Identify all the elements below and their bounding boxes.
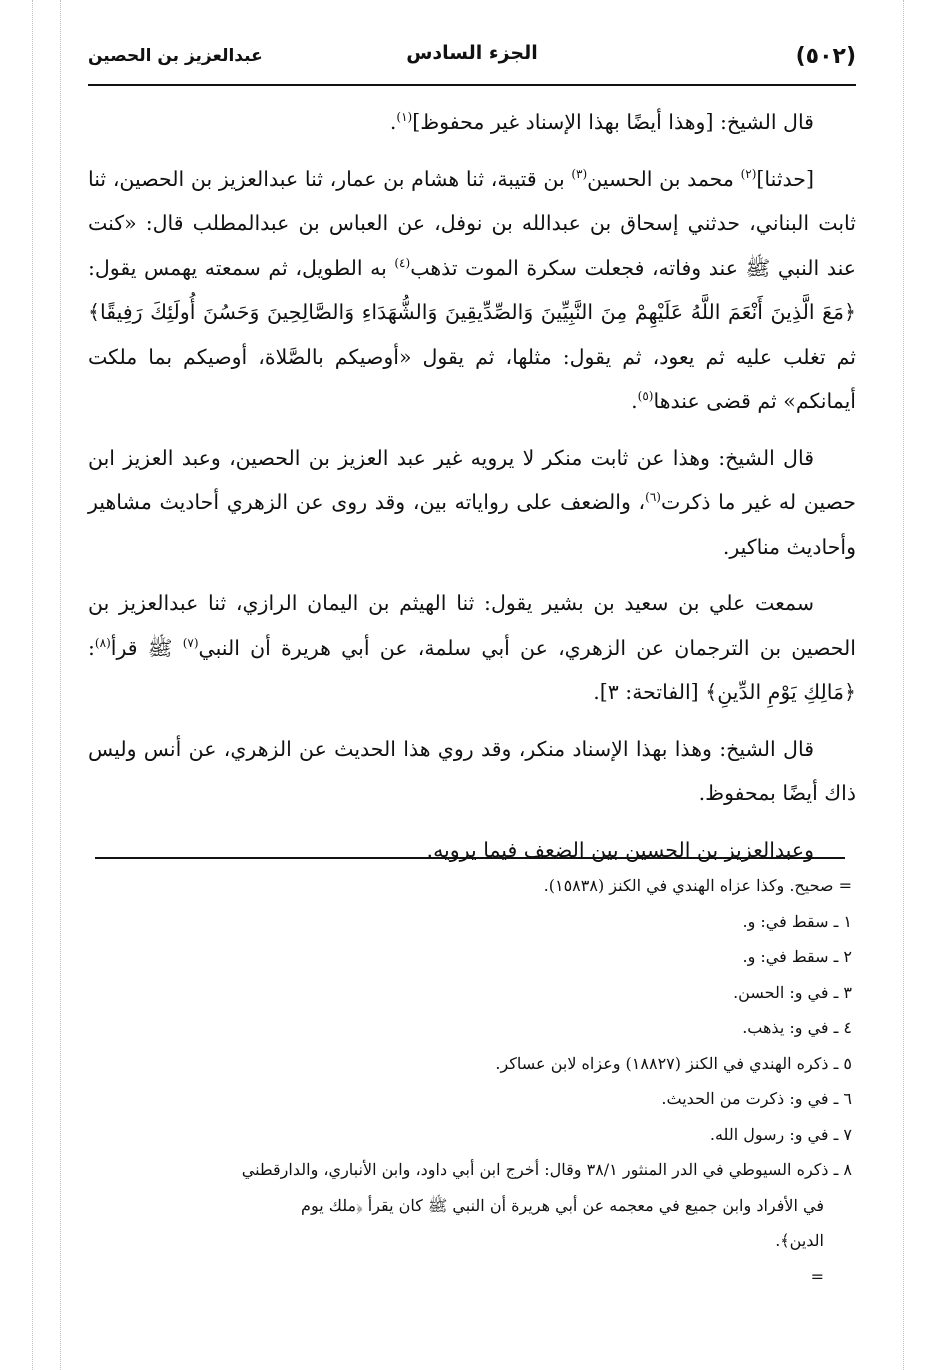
- footnote-continuation: = صحيح. وكذا عزاه الهندي في الكنز (١٥٨٣٨).: [543, 876, 852, 895]
- header-rule: [88, 84, 856, 86]
- paragraph-1: قال الشيخ: [وهذا أيضًا بهذا الإسناد غير محفوظ]$^{(١)}$.: [389, 110, 814, 134]
- paragraph-3: قال الشيخ: وهذا عن ثابت منكر لا يرويه غير عبد العزيز بن الحصين، وعبد العزيز ابن حصين له غير ما ذكرت$^{(٦)}$، والضعف على رواياته بين، وقد روى عن الزهري أحاديث مشاهير وأحاديث مناكير.: [88, 445, 856, 559]
- footnote-2: ٢ ـ سقط في: و.: [742, 947, 852, 966]
- footnote-rule: [95, 857, 845, 859]
- footnote-5: ٥ ـ ذكره الهندي في الكنز (١٨٨٢٧) وعزاه لابن عساكر.: [495, 1053, 852, 1073]
- main-text: [88, 100, 856, 872]
- footnote-3: ٣ ـ في و: الحسن.: [733, 982, 852, 1002]
- footnote-continues-mark: =: [810, 1266, 824, 1286]
- footnote-ref-4: (٤): [394, 255, 411, 270]
- footnote-ref-8: (٨): [94, 635, 111, 650]
- running-title: عبدالعزيز بن الحصين: [88, 46, 263, 66]
- scan-dotted-guide: [903, 0, 904, 1370]
- footnote-1: ١ ـ سقط في: و.: [742, 911, 852, 931]
- footnote-ref-6: (٦): [645, 490, 661, 505]
- footnote-ref-3: (٣): [571, 166, 588, 181]
- footnote-4: ٤ ـ في و: يذهب.: [742, 1018, 852, 1037]
- paragraph-4: سمعت علي بن سعيد بن بشير يقول: ثنا الهيثم بن اليمان الرازي، ثنا عبدالعزيز بن الحصين بن الترجمان عن الزهري، عن أبي سلمة، عن أبي هريرة أن النبي$^{(٧)}$ ﷺ قرأ$^{(٨)}$: ﴿مَالِكِ يَوْمِ الدِّينِ﴾ [الفاتحة: ٣].: [88, 591, 856, 704]
- paragraph-6: وعبدالعزيز بن الحسين بين الضعف فيما يرويه.: [426, 837, 814, 862]
- page-header: [88, 38, 856, 82]
- page-number: (٥٠٢): [795, 44, 856, 69]
- paragraph-5: قال الشيخ: وهذا بهذا الإسناد منكر، وقد روي هذا الحديث عن الزهري، عن أنس وليس ذاك أيضًا بمحفوظ.: [88, 736, 856, 805]
- scan-dotted-guide: [32, 0, 33, 1370]
- footnote-ref-7: (٧): [182, 635, 199, 650]
- part-title: الجزء السادس: [406, 42, 538, 64]
- footnote-ref-5: (٥): [637, 389, 654, 404]
- footnotes: [88, 868, 852, 1294]
- scan-dotted-guide: [60, 0, 61, 1370]
- footnote-8-line-2: في الأفراد وابن جميع في معجمه عن أبي هريرة أن النبي ﷺ كان يقرأ ﴿ملك يوم: [301, 1195, 824, 1215]
- footnote-6: ٦ ـ في و: ذكرت من الحديث.: [661, 1089, 852, 1108]
- footnote-ref-1: (١): [396, 110, 413, 125]
- footnote-8: ٨ ـ ذكره السيوطي في الدر المنثور ٣٨/١ وقال: أخرج ابن أبي داود، وابن الأنباري، والدارقطني: [241, 1160, 852, 1179]
- footnote-8-line-3: الدين﴾.: [775, 1231, 824, 1250]
- footnote-7: ٧ ـ في و: رسول الله.: [709, 1124, 852, 1144]
- footnote-ref-2: (٢): [740, 166, 757, 181]
- paragraph-2: [حدثنا]$^{(٢)}$ محمد بن الحسين$^{(٣)}$ بن قتيبة، ثنا هشام بن عمار، ثنا عبدالعزيز بن الحصين، ثنا ثابت البناني، حدثني إسحاق بن عبدالله بن نوفل، عن العباس بن عبدالمطلب قال: «كنت عند النبي ﷺ عند وفاته، فجعلت سكرة الموت تذهب$^{(٤)}$ به الطويل، ثم سمعته يهمس يقول: ﴿مَعَ الَّذِينَ أَنْعَمَ اللَّهُ عَلَيْهِمْ مِنَ النَّبِيِّينَ وَالصِّدِّيقِينَ وَالشُّهَدَاءِ وَالصَّالِحِينَ وَحَسُنَ أُولَئِكَ رَفِيقًا﴾ ثم تغلب عليه ثم يعود، ثم يقول: مثلها، ثم يقول «أوصيكم بالصَّلاة، أوصيكم بما ملكت أيمانكم» ثم قضى عندها$^{(٥)}$.: [88, 166, 856, 413]
